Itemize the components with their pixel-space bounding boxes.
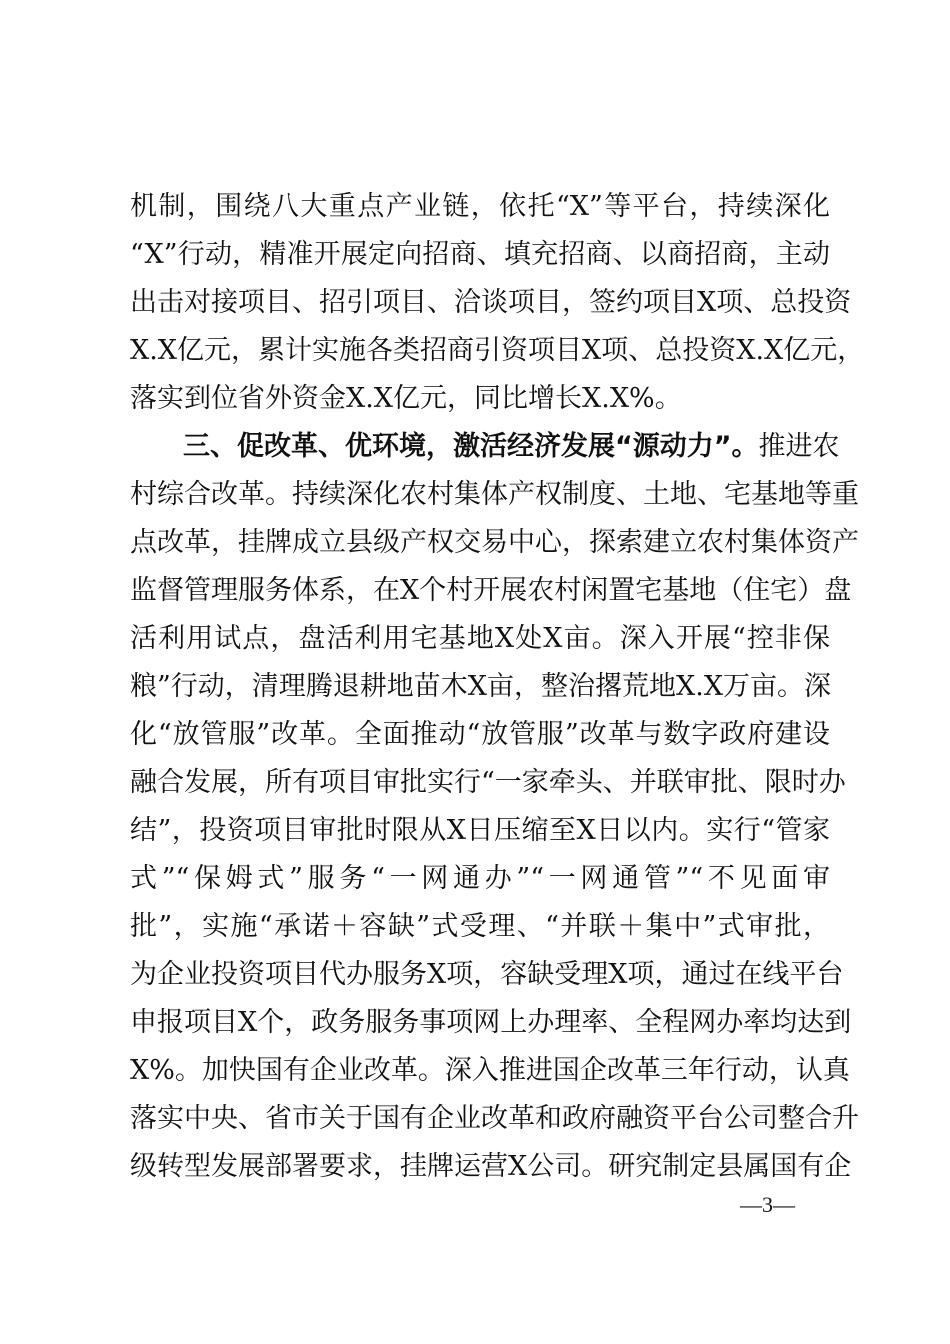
paragraph-line: 粮”行动，清理腾退耕地苗木X亩，整治撂荒地X.X万亩。深: [130, 671, 832, 702]
paragraph-line: 结”，投资项目审批时限从X日压缩至X日以内。实行“管家: [130, 815, 830, 846]
paragraph-line: 化“放管服”改革。全面推动“放管服”改革与数字政府建设: [130, 719, 830, 750]
paragraph-line: 落实中央、省市关于国有企业改革和政府融资平台公司整合升: [130, 1103, 859, 1134]
paragraph-line: 机制，围绕八大重点产业链，依托“X”等平台，持续深化: [130, 191, 830, 222]
paragraph-line: “X”行动，精准开展定向招商、填充招商、以商招商，主动: [130, 239, 830, 270]
paragraph-line: X.X亿元，累计实施各类招商引资项目X项、总投资X.X亿元，: [130, 335, 865, 366]
paragraph-line: 为企业投资项目代办服务X项，容缺受理X项，通过在线平台: [130, 959, 844, 990]
page-number: —3—: [740, 1192, 795, 1217]
paragraph-line: 出击对接项目、招引项目、洽谈项目，签约项目X项、总投资: [130, 287, 852, 318]
paragraph-line: 村综合改革。持续深化农村集体产权制度、土地、宅基地等重: [130, 479, 859, 510]
paragraph-line: 批”，实施“承诺＋容缺”式受理、“并联＋集中”式审批，: [130, 911, 830, 942]
paragraph-line: 落实到位省外资金X.X亿元，同比增长X.X%。: [130, 383, 682, 414]
paragraph-line: 融合发展，所有项目审批实行“一家牵头、并联审批、限时办: [130, 767, 846, 798]
paragraph-line: 申报项目X个，政务服务事项网上办理率、全程网办率均达到: [130, 1007, 852, 1038]
paragraph-line: 级转型发展部署要求，挂牌运营X公司。研究制定县属国有企: [130, 1151, 852, 1182]
paragraph-line: 监督管理服务体系，在X个村开展农村闲置宅基地（住宅）盘: [130, 575, 852, 606]
paragraph-line: 式”“保姆式”服务“一网通办”“一网通管”“不见面审: [130, 863, 830, 894]
paragraph-line: 点改革，挂牌成立县级产权交易中心，探索建立农村集体资产: [130, 527, 859, 558]
section-heading-continuation: 推进农: [758, 431, 840, 462]
paragraph-line: X%。加快国有企业改革。深入推进国企改革三年行动，认真: [130, 1055, 850, 1086]
section-heading-line: [183, 431, 840, 465]
paragraph-line: 活利用试点，盘活利用宅基地X处X亩。深入开展“控非保: [130, 623, 830, 654]
section-heading: 三、促改革、优环境，激活经济发展“源动力”。: [183, 431, 759, 462]
